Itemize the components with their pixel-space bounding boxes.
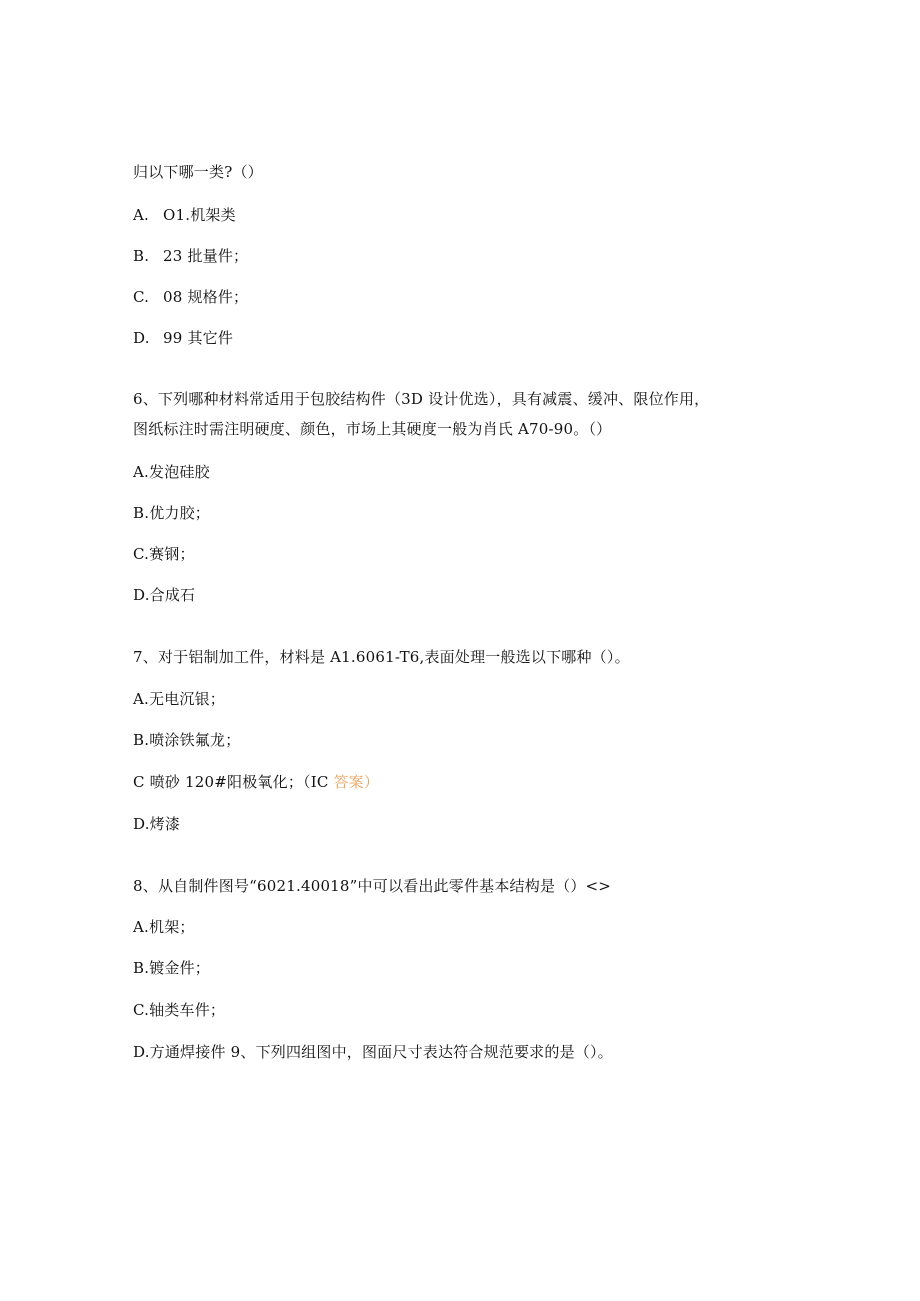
question-6-stem-line-2: 图纸标注时需注明硬度、颜色，市场上其硬度一般为肖氏 A70-90。（）: [133, 420, 612, 438]
question-5-option-b: [133, 246, 248, 266]
option-letter: B.: [133, 247, 150, 265]
answer-hint: 答案）: [333, 773, 380, 791]
question-5-option-c: [133, 287, 248, 307]
question-7-stem: 7、对于铝制加工件，材料是 A1.6061-T6,表面处理一般选以下哪种（）。: [133, 648, 630, 666]
question-5-stem: 归以下哪一类?（）: [133, 163, 263, 181]
option-text: O1.机架类: [163, 206, 236, 224]
question-8-option-c: C.轴类车件；: [133, 1001, 226, 1019]
question-6-stem-line-1: 6、下列哪种材料常适用于包胶结构件（3D 设计优选），具有减震、缓冲、限位作用，: [133, 390, 710, 408]
question-8-option-a: A.机架；: [133, 918, 195, 936]
question-7-option-d: D.烤漆: [133, 815, 181, 833]
option-text: C 喷砂 120#阳极氧化；（IC: [133, 773, 334, 791]
question-8-option-d: D.方通焊接件 9、下列四组图中，图面尺寸表达符合规范要求的是（）。: [133, 1043, 613, 1061]
question-7-option-c: [133, 772, 379, 792]
option-text: 23 批量件；: [163, 247, 249, 265]
question-6-option-d: D.合成石: [133, 586, 196, 604]
question-5-option-a: [133, 205, 236, 225]
option-text: 99 其它件: [163, 329, 234, 347]
question-6-option-b: B.优力胶；: [133, 504, 210, 522]
question-8-stem: 8、从自制件图号“6021.40018”中可以看出此零件基本结构是（）<>: [133, 877, 612, 895]
question-5-option-d: [133, 328, 233, 348]
option-letter: D.: [133, 329, 150, 347]
question-6-option-a: A.发泡硅胶: [133, 463, 210, 481]
option-letter: A.: [133, 206, 150, 224]
option-letter: C.: [133, 288, 150, 306]
question-7-option-b: B.喷涂铁氟龙；: [133, 731, 241, 749]
question-7-option-a: A.无电沉银；: [133, 690, 226, 708]
question-8-option-b: B.镀金件；: [133, 959, 210, 977]
option-text: 08 规格件；: [163, 288, 249, 306]
question-6-option-c: C.赛钢；: [133, 545, 195, 563]
